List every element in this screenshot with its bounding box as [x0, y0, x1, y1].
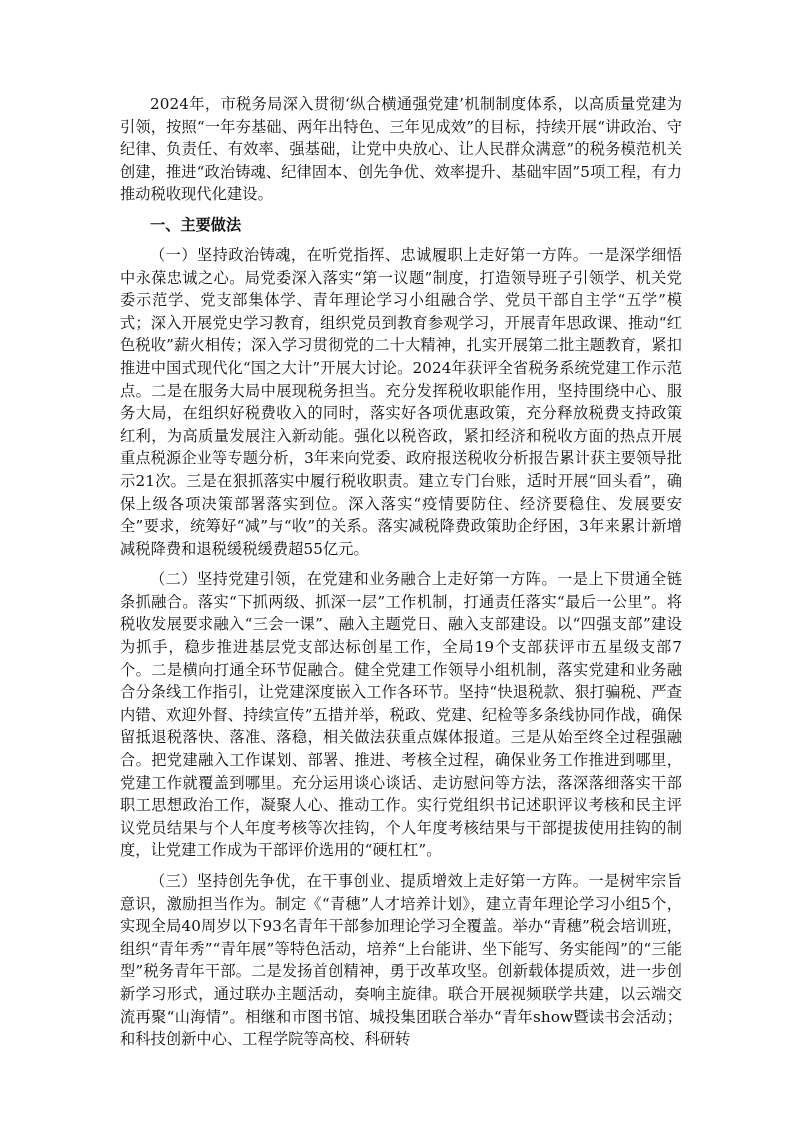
document-page: [120, 93, 682, 1051]
body-paragraph-1: （一）坚持政治铸魂，在听党指挥、忠诚履职上走好第一方阵。一是深学细悟中永葆忠诚之心。局党委深入落实“第一议题”制度，打造领导班子引领学、机关党委示范学、党支部集体学、青年理论学习小组融合学、党员干部自主学“五学”模式；深入开展党史学习教育，组织党员到教育参观学习，开展青年思政课、推动“红色税收”薪火相传；深入学习贯彻党的二十大精神，扎实开展第二批主题教育，紧扣推进中国式现代化“国之大计”开展大讨论。2024年获评全省税务系统党建工作示范点。二是在服务大局中展现税务担当。充分发挥税收职能作用，坚持围绕中心、服务大局，在组织好税费收入的同时，落实好各项优惠政策，充分释放税费支持政策红利，为高质量发展注入新动能。强化以税咨政，紧扣经济和税收方面的热点开展重点税源企业等专题分析，3年来向党委、政府报送税收分析报告累计获主要领导批示21次。三是在狠抓落实中履行税收职责。建立专门台账，适时开展“回头看”，确保上级各项决策部署落实到位。深入落实“疫情要防住、经济要稳住、发展要安全”要求，统筹好“减”与“收”的关系。落实减税降费政策助企纾困，3年来累计新增减税降费和退税缓税缓费超55亿元。: [120, 245, 682, 558]
body-paragraph-3: （三）坚持创先争优，在干事创业、提质增效上走好第一方阵。一是树牢宗旨意识，激励担当作为。制定《“青穗”人才培养计划》，建立青年理论学习小组5个，实现全局40周岁以下93名青年干部参加理论学习全覆盖。举办“青穗”税会培训班，组织“青年秀”“青年展”等特色活动，培养“上台能讲、坐下能写、务实能闯”的“三能型”税务青年干部。二是发扬首创精神，勇于改革攻坚。创新载体提质效，进一步创新学习形式，通过联办主题活动，奏响主旋律。联合开展视频联学共建，以云端交流再聚“山海情”。相继和市图书馆、城投集团联合举办“青年show暨读书会活动；和科技创新中心、工程学院等高校、科研转: [120, 872, 682, 1049]
section-heading: 一、主要做法: [150, 215, 242, 234]
paragraph-gap: [120, 862, 682, 870]
body-paragraph-2: （二）坚持党建引领，在党建和业务融合上走好第一方阵。一是上下贯通全链条抓融合。落实“下抓两级、抓深一层”工作机制，打通责任落实“最后一公里”。将税收发展要求融入“三会一课”、融入主题党日、融入支部建设。以“四强支部”建设为抓手，稳步推进基层党支部达标创星工作，全局19个支部获评市五星级支部7个。二是横向打通全环节促融合。健全党建工作领导小组机制，落实党建和业务融合分条线工作指引，让党建深度嵌入工作各环节。坚持“快退税款、狠打骗税、严查内错、欢迎外督、持续宣传”五措并举，税政、党建、纪检等多条线协同作战，确保留抵退税落快、落准、落稳，相关做法获重点媒体报道。三是从始至终全过程强融合。把党建融入工作谋划、部署、推进、考核全过程，确保业务工作推进到哪里，党建工作就覆盖到哪里。充分运用谈心谈话、走访慰问等方法，落深落细落实干部职工思想政治工作，凝聚人心、推动工作。实行党组织书记述职评议考核和民主评议党员结果与个人年度考核等次挂钩，个人年度考核结果与干部提拔使用挂钩的制度，让党建工作成为干部评价选用的“硬杠杠”。: [120, 570, 682, 860]
paragraph-gap: [120, 560, 682, 568]
intro-paragraph: 2024年，市税务局深入贯彻‘纵合横通强党建’机制制度体系，以高质量党建为引领，按照“一年夯基础、两年出特色、三年见成效”的目标，持续开展“讲政治、守纪律、负责任、有效率、强基础，让党中央放心、让人民群众满意”的税务模范机关创建，推进“政治铸魂、纪律固本、创先争优、效率提升、基础牢固”5项工程，有力推动税收现代化建设。: [120, 95, 682, 204]
